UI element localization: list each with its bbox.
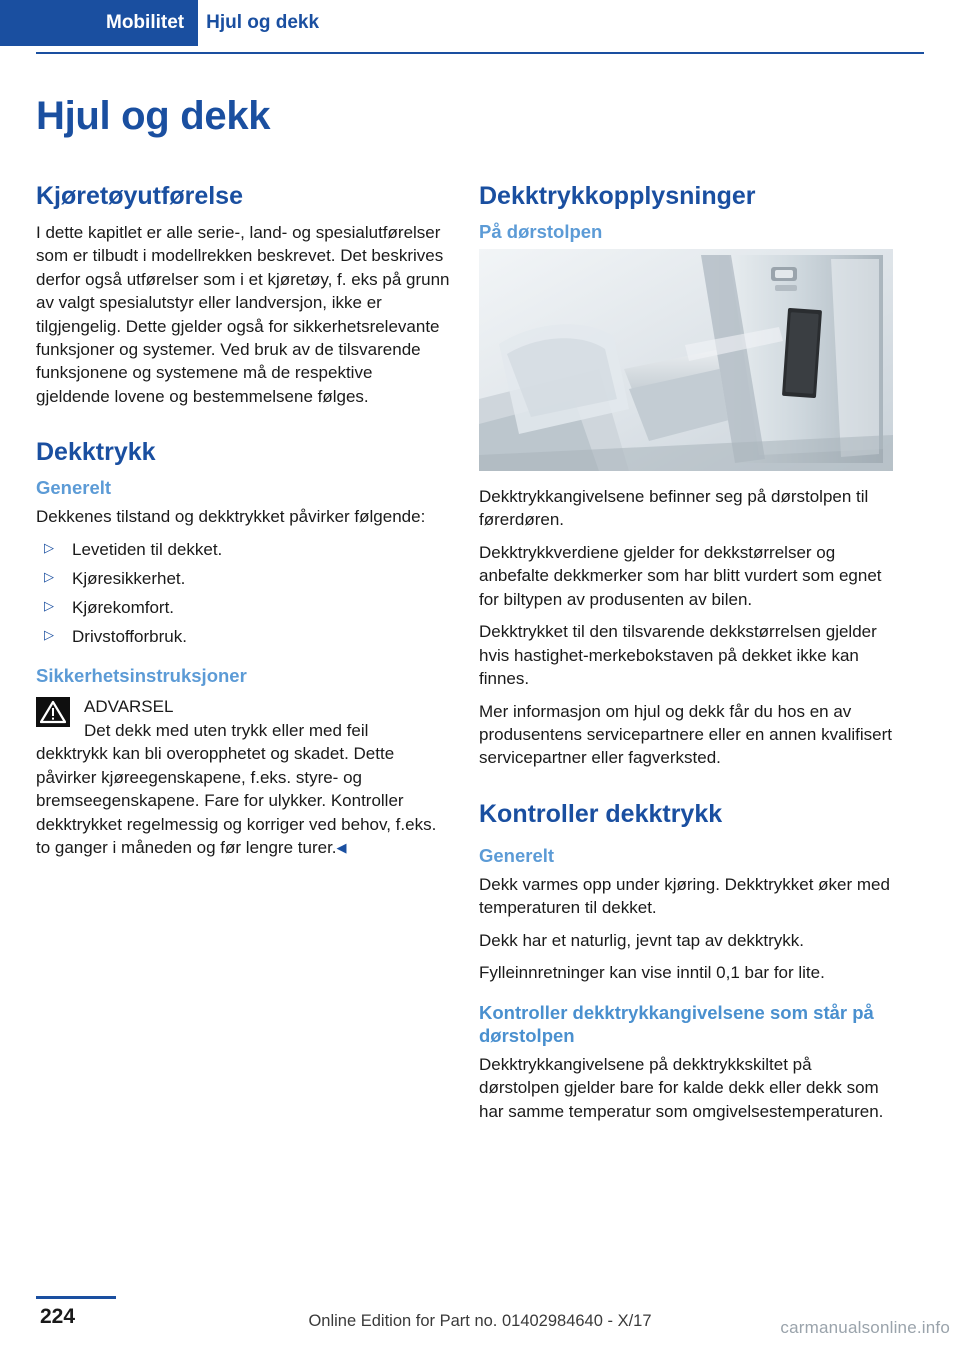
paragraph-mer-informasjon: Mer informasjon om hjul og dekk får du hos en av produsentens servicepartnere eller en annen kvalifisert servicepartner eller fagverksted. xyxy=(479,701,892,768)
triangle-bullet-icon: ▷ xyxy=(44,568,54,584)
header-left-block xyxy=(0,0,96,46)
paragraph-kjoretoyutforelse: I dette kapitlet er alle serie-, land- og spesialutførelser som er tilbudt i modellrekken beskrevet. Det beskrives derfor også utførelser som i et kjøretøy, f. eks på grunn av valgt spesialutstyr eller landversjon, ikke er tilgjengelig. Dette gjelder også for sikkerhetsrelevante funksjoner og systemer. Ved bruk av de tilsvarende funksjonene og systemene må de respektive gjeldende lovene og bestemmelsene følges. xyxy=(36,222,450,406)
warning-text xyxy=(36,742,450,859)
bullet-list-dekktrykk xyxy=(36,538,450,650)
door-pillar-tire-pressure-label-photo xyxy=(479,249,893,471)
warning-heading-area xyxy=(36,695,450,742)
paragraph-kalde-dekk: Dekktrykkangivelsene på dekktrykkskiltet på dørstolpen gjelder bare for kalde dekk eller dekk som har samme temperatur som omgivelsestemperaturen. xyxy=(479,1054,884,1121)
list-item xyxy=(36,567,450,591)
warning-text-rest: dekktrykk kan bli overopphetet og skadet. Dette påvirker kjøreegenskapene, f.eks. styre- og bremseegenskapene. Fare for ulykker. Kontroller dekktrykket regelmessig og korriger ved behov, f.eks. to ganger i måneden og før lengre turer. xyxy=(36,744,437,858)
triangle-bullet-icon: ▷ xyxy=(44,627,54,643)
warning-triangle-icon xyxy=(36,697,70,727)
right-column xyxy=(479,182,893,1132)
warning-label: ADVARSEL xyxy=(84,697,174,717)
left-column xyxy=(36,182,450,860)
heading-kjoretoyutforelse: Kjøretøyutførelse xyxy=(36,182,243,210)
breadcrumb xyxy=(96,0,319,46)
list-item-label: Kjøresikkerhet. xyxy=(72,568,186,588)
list-item-label: Kjørekomfort. xyxy=(72,598,175,618)
warning-end-mark: ◀ xyxy=(336,840,347,856)
subheading-pa-dorstolpen: På dørstolpen xyxy=(479,220,603,242)
breadcrumb-item-section: Hjul og dekk xyxy=(206,12,320,33)
watermark-text: carmanualsonline.info xyxy=(780,1318,950,1337)
paragraph-hastighetsmerke: Dekktrykket til den tilsvarende dekkstørrelsen gjelder hvis hastighet-merkebokstaven på dekket ikke kan finnes. xyxy=(479,622,877,689)
paragraph-dekktrykkangivelser-plassering: Dekktrykkangivelsene befinner seg på dørstolpen til førerdøren. xyxy=(479,486,869,530)
subheading-generelt: Generelt xyxy=(36,477,112,499)
paragraph-dekktrykkverdier: Dekktrykkverdiene gjelder for dekkstørrelser og anbefalte dekkmerker som har blitt vurdert som egnet for biltypen av produsenten av bilen. xyxy=(479,542,882,609)
warning-text-first-line: Det dekk med uten trykk eller med feil xyxy=(84,720,369,740)
breadcrumb-item-mobilitet: Mobilitet xyxy=(96,0,198,46)
paragraph-dekk-varmes-opp: Dekk varmes opp under kjøring. Dekktrykket øker med temperaturen til dekket. xyxy=(479,874,890,918)
paragraph-generelt: Dekkenes tilstand og dekktrykket påvirker følgende: xyxy=(36,507,426,527)
triangle-bullet-icon: ▷ xyxy=(44,539,54,555)
page-title: Hjul og dekk xyxy=(36,94,271,138)
subheading-generelt-right: Generelt xyxy=(479,844,555,866)
footer-divider xyxy=(36,1296,116,1299)
warning-block xyxy=(36,695,450,859)
subheading-kontroller-dekktrykkangivelsene: Kontroller dekktrykkangivelsene som står på dørstolpen xyxy=(479,1001,874,1046)
paragraph-naturlig-tap: Dekk har et naturlig, jevnt tap av dekktrykk. xyxy=(479,930,805,950)
page-number: 224 xyxy=(40,1305,76,1328)
header-divider xyxy=(36,52,924,54)
list-item xyxy=(36,625,450,649)
heading-dekktrykkopplysninger: Dekktrykkopplysninger xyxy=(479,182,756,210)
heading-kontroller-dekktrykk: Kontroller dekktrykk xyxy=(479,799,723,828)
page-header xyxy=(0,0,960,58)
heading-dekktrykk: Dekktrykk xyxy=(36,438,156,467)
subheading-sikkerhetsinstruksjoner: Sikkerhetsinstruksjoner xyxy=(36,665,247,687)
list-item xyxy=(36,538,450,562)
footer-edition-text: Online Edition for Part no. 01402984640 - X/17 xyxy=(308,1312,652,1330)
list-item-label: Levetiden til dekket. xyxy=(72,539,223,559)
list-item-label: Drivstofforbruk. xyxy=(72,627,187,647)
list-item xyxy=(36,596,450,620)
paragraph-fylleinnretninger: Fylleinnretninger kan vise inntil 0,1 bar for lite. xyxy=(479,963,825,983)
triangle-bullet-icon: ▷ xyxy=(44,598,54,614)
